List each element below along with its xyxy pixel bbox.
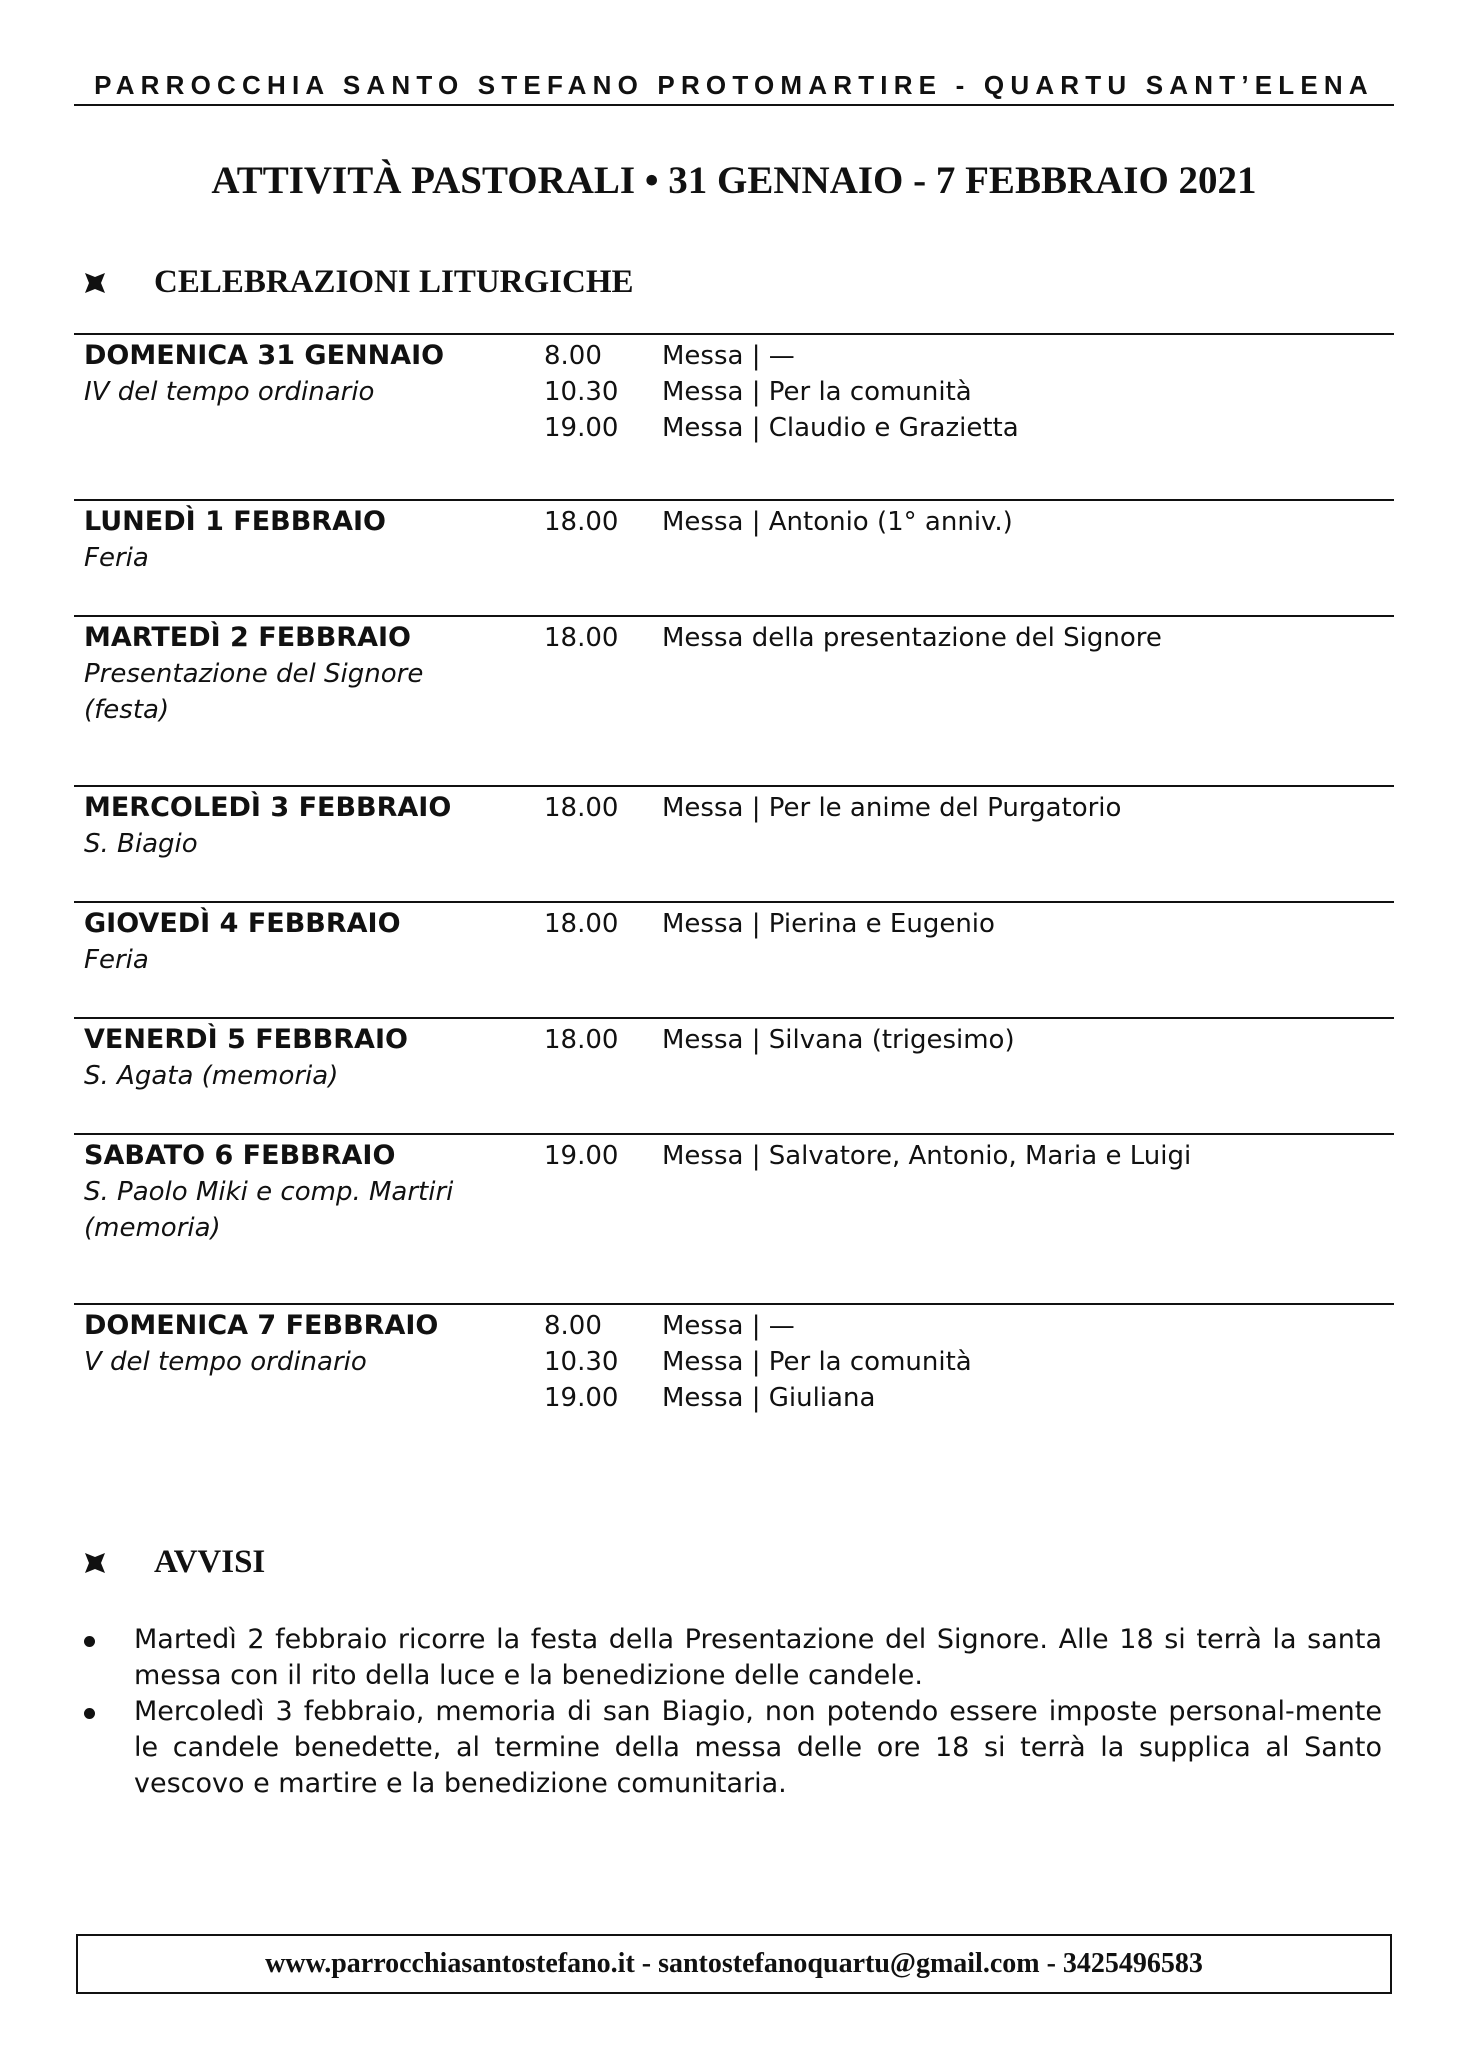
day-row [74, 1303, 1394, 1433]
day-subtitle: Feria [84, 543, 149, 573]
mass-time: 19.00 [544, 1383, 619, 1413]
mass-times [544, 1138, 654, 1174]
mass-intention: Messa | Per la comunità [662, 377, 972, 407]
mass-time: 10.30 [544, 377, 619, 407]
bullet-icon [84, 1708, 95, 1719]
mass-time: 18.00 [544, 909, 619, 939]
mass-intention: Messa | Per la comunità [662, 1347, 972, 1377]
day-name: VENERDÌ 5 FEBBRAIO [84, 1024, 408, 1055]
day-info [84, 1308, 534, 1380]
mass-times [544, 790, 654, 826]
mass-intentions [662, 504, 1392, 540]
notices-list [80, 1622, 1382, 1802]
day-row [74, 785, 1394, 901]
notices-title: AVVISI [154, 1544, 266, 1580]
notice-text: Martedì 2 febbraio ricorre la festa della Presentazione del Signore. Alle 18 si terrà la santa messa con il rito della luce e la benedizione delle candele. [134, 1624, 1382, 1691]
day-name: DOMENICA 31 GENNAIO [84, 340, 445, 371]
mass-times [544, 906, 654, 942]
day-info [84, 1022, 534, 1094]
notice-item [80, 1622, 1382, 1694]
mass-intention: Messa | Pierina e Eugenio [662, 909, 995, 939]
mass-intentions [662, 1308, 1392, 1416]
day-subtitle: S. Biagio [84, 829, 198, 859]
day-subtitle: S. Paolo Miki e comp. Martiri [84, 1177, 454, 1207]
celebrations-heading [84, 264, 634, 301]
mass-intention: Messa | Silvana (trigesimo) [662, 1025, 1015, 1055]
day-subtitle: S. Agata (memoria) [84, 1061, 339, 1091]
day-info [84, 504, 534, 576]
day-subtitle: Presentazione del Signore [84, 659, 424, 689]
day-name: DOMENICA 7 FEBBRAIO [84, 1310, 439, 1341]
mass-times [544, 1308, 654, 1416]
day-info [84, 1138, 534, 1246]
mass-intentions [662, 620, 1392, 656]
mass-intentions [662, 790, 1392, 826]
day-name: MARTEDÌ 2 FEBBRAIO [84, 622, 411, 653]
day-info [84, 790, 534, 862]
day-name: MERCOLEDÌ 3 FEBBRAIO [84, 792, 452, 823]
mass-time: 18.00 [544, 507, 619, 537]
star-ornament-icon [84, 272, 124, 294]
day-subtitle: (festa) [84, 695, 170, 725]
mass-times [544, 1022, 654, 1058]
mass-intention: Messa | Claudio e Grazietta [662, 413, 1019, 443]
notices-heading [84, 1544, 265, 1581]
day-row [74, 615, 1394, 785]
mass-intention: Messa | Antonio (1° anniv.) [662, 507, 1013, 537]
day-row [74, 1017, 1394, 1133]
footer-contacts: www.parrocchiasantostefano.it - santostefanoquartu@gmail.com - 3425496583 [265, 1948, 1203, 1979]
mass-time: 19.00 [544, 413, 619, 443]
mass-intention: Messa | Giuliana [662, 1383, 876, 1413]
header-rule [74, 104, 1394, 106]
day-row [74, 499, 1394, 615]
mass-time: 8.00 [544, 1311, 602, 1341]
day-row [74, 901, 1394, 1017]
mass-intentions [662, 338, 1392, 446]
day-info [84, 906, 534, 978]
day-name: SABATO 6 FEBBRAIO [84, 1140, 396, 1171]
mass-time: 8.00 [544, 341, 602, 371]
mass-intention: Messa | — [662, 341, 795, 371]
day-subtitle: IV del tempo ordinario [84, 377, 375, 407]
day-info [84, 338, 534, 410]
notice-item [80, 1694, 1382, 1802]
day-info [84, 620, 534, 728]
day-name: LUNEDÌ 1 FEBBRAIO [84, 506, 386, 537]
day-subtitle: Feria [84, 945, 149, 975]
mass-times [544, 338, 654, 446]
star-ornament-icon [84, 1552, 124, 1574]
mass-intention: Messa della presentazione del Signore [662, 623, 1162, 653]
mass-time: 10.30 [544, 1347, 619, 1377]
mass-time: 18.00 [544, 1025, 619, 1055]
day-row [74, 333, 1394, 499]
mass-intentions [662, 906, 1392, 942]
bullet-icon [84, 1636, 95, 1647]
notice-text: Mercoledì 3 febbraio, memoria di san Biagio, non potendo essere imposte personal-mente le candele benedette, al termine della messa delle ore 18 si terrà la supplica al Santo vescovo e martire e la benedizione comunitaria. [134, 1696, 1382, 1799]
celebrations-title: CELEBRAZIONI LITURGICHE [154, 264, 634, 300]
day-name: GIOVEDÌ 4 FEBBRAIO [84, 908, 401, 939]
mass-times [544, 620, 654, 656]
day-subtitle: (memoria) [84, 1213, 221, 1243]
mass-intention: Messa | Per le anime del Purgatorio [662, 793, 1122, 823]
mass-intentions [662, 1022, 1392, 1058]
mass-time: 18.00 [544, 623, 619, 653]
footer-contacts-box [76, 1934, 1392, 1994]
mass-time: 18.00 [544, 793, 619, 823]
mass-times [544, 504, 654, 540]
mass-intentions [662, 1138, 1392, 1174]
document-title: ATTIVITÀ PASTORALI • 31 GENNAIO - 7 FEBBRAIO 2021 [211, 159, 1257, 202]
celebrations-schedule [74, 333, 1394, 1433]
mass-intention: Messa | Salvatore, Antonio, Maria e Luigi [662, 1141, 1192, 1171]
mass-intention: Messa | — [662, 1311, 795, 1341]
day-row [74, 1133, 1394, 1303]
parish-header: PARROCCHIA SANTO STEFANO PROTOMARTIRE - QUARTU SANT’ELENA [94, 70, 1374, 100]
mass-time: 19.00 [544, 1141, 619, 1171]
day-subtitle: V del tempo ordinario [84, 1347, 367, 1377]
